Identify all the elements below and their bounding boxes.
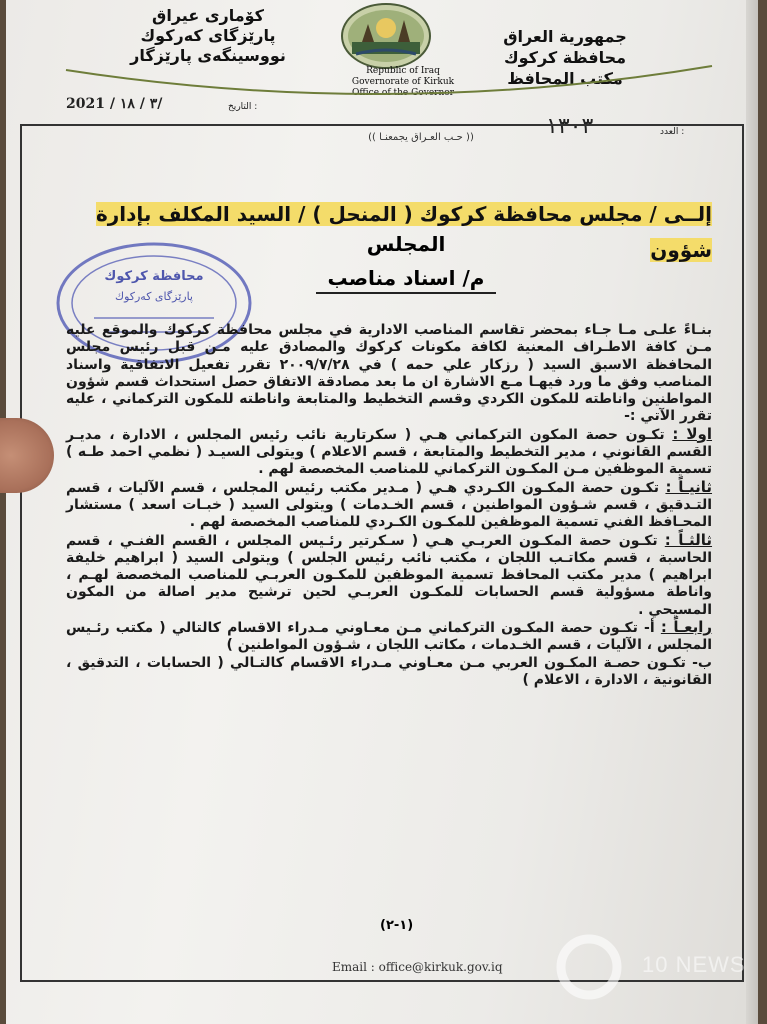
page-fold-shadow <box>746 0 758 1024</box>
header-divider-curve <box>64 62 714 122</box>
clause-second <box>66 479 712 532</box>
recipient-text: إلــى / مجلس محافظة كركوك ( المنحل ) / السيد المكلف بإدارة شؤون <box>95 202 712 262</box>
english-header-line: Republic of Iraq <box>366 66 440 76</box>
letter-body <box>66 322 712 689</box>
arabic-header-line: جمهورية العراق <box>503 27 627 46</box>
english-header-line: Office of the Governor <box>352 88 454 98</box>
clause-second-text: تكـون حصة المكـون الكـردي هـي ( مـدير مكتب رئيس المجلس ، قسم الآليات ، قسم التـدقيق ، قسم شـؤون المواطنين ، قسم الخـدمات ) ويتولى السيد ( خبـات اسعد ) مستشار المحـافظ الفني تسمية الموظفين للمكـون الكـردي للمناصب المخصصة لهم . <box>66 479 712 531</box>
clause-first <box>66 426 712 479</box>
clause-fourth-label: رابعـاً : <box>660 618 713 637</box>
clause-fourth <box>66 619 712 655</box>
page-number: (١-٢) <box>380 918 414 933</box>
recipient-line-continued: المجلس <box>366 232 446 256</box>
clause-third-text: تكـون حصة المكـون العربـي هـي ( سـكرتير رئـيس المجلس ، القسم الفنـي ، قسم الحاسبة ، قسم مكاتـب اللجان ، مكتب نائب رئيس الجلس ) ويتولى السيد ( ابراهيم خليفة ابراهيم ) مدير مكتب المحافظ تسمية الموظفين للمكـون العربـي للمناصب المخصصة لهـم ، واناطة مسؤولية قسم الحسابات للمكـون العربـي لحين ترشيح مدير اصالة من المكون المسيحي . <box>66 532 712 618</box>
clause-third-label: ثالثـاً : <box>664 530 713 549</box>
english-header-line: Governorate of Kirkuk <box>351 77 455 87</box>
arabic-header-line: مكتب المحافظ <box>507 69 623 88</box>
governorate-logo <box>338 2 434 70</box>
stamp-text-1: محافظة كركوك <box>104 269 204 284</box>
clause-fourth-b: ب- تكـون حصـة المكـون العربي مـن معـاوني مـدراء الاقسام كالتـالي ( الحسابات ، التدقيق ، القانونية ، الادارة ، الاعلام ) <box>66 654 712 688</box>
kurdish-header-line: نووسینگەی پارێزگار <box>130 46 286 65</box>
date-value: 2021 / ٣ / ١٨/ <box>66 96 163 112</box>
clause-first-text: تكـون حصة المكون التركماني هـي ( سكرتارية نائب رئيس المجلس ، الادارة ، مديـر القسم القانوني ، مدير التخطيط والمتابعة ، قسم الاعلام ) ويتولى السيـد ( نظمي احمد طـه ) تسمية الموظفين مـن المكـون التركماني للمناصب المخصصة لهم . <box>66 426 712 478</box>
clause-first-label: اولا : <box>672 424 713 443</box>
document-number-value: ١٣٠٣ <box>546 114 594 139</box>
date-label: التاريخ : <box>228 102 258 112</box>
document-page <box>6 0 758 1024</box>
kurdish-header-line: كۆماری عیراق <box>152 6 264 25</box>
kurdish-header <box>98 6 318 66</box>
watermark-text: 10 NEWS <box>642 952 746 977</box>
clause-fourth-a-text: أ- تكـون حصة المكـون التركماني مـن معـاوني مـدراء الاقسام كالتالي ( مكتب رئـيس المجلس ، الآليات ، قسم الخـدمات ، مكاتب اللجان ، شـؤون المواطنين ) <box>66 620 712 654</box>
clause-second-label: ثانيـاً : <box>665 477 713 496</box>
arabic-header-line: محافظة كركوك <box>503 48 627 67</box>
stamp-text-2: پارێزگای كەركوك <box>115 290 193 303</box>
footer-email: Email : office@kirkuk.gov.iq <box>332 960 503 974</box>
document-number-label: العدد : <box>660 127 685 137</box>
body-intro: بنـاءً علـى مـا جـاء بمحضر تقاسم المناصب الادارية في مجلس محافظة كركوك والموقع عليه مـن كافة الاطـراف المعنية لكافة مكونات كركوك والمصادق عليه مـن قبل رئيس مجلس المحافظة الاسبق السيد ( رزكار علي حمه ) في ٢٠٠٩/٧/٢٨ تقرر تفعيل الاتفاقية واسناد المناصب وفق ما ورد فيهـا مـع الاشارة ان ما بعد مصادقة الاتفاق حصل استحداث قسم شؤون المواطنين واناطته للمكون الكردي وقسم التخطيط والمتابعة واناطته للمكون التركماني ، عليه تقرر الآتي :- <box>66 322 712 425</box>
kurdish-header-line: پارێزگای كەركوك <box>140 26 276 45</box>
slogan: (( حـب العـراق يجمعنـا )) <box>368 132 474 143</box>
watermark-logo-icon <box>554 932 624 1002</box>
clause-third <box>66 532 712 619</box>
subject-line: م/ اسناد مناصب <box>316 266 496 294</box>
